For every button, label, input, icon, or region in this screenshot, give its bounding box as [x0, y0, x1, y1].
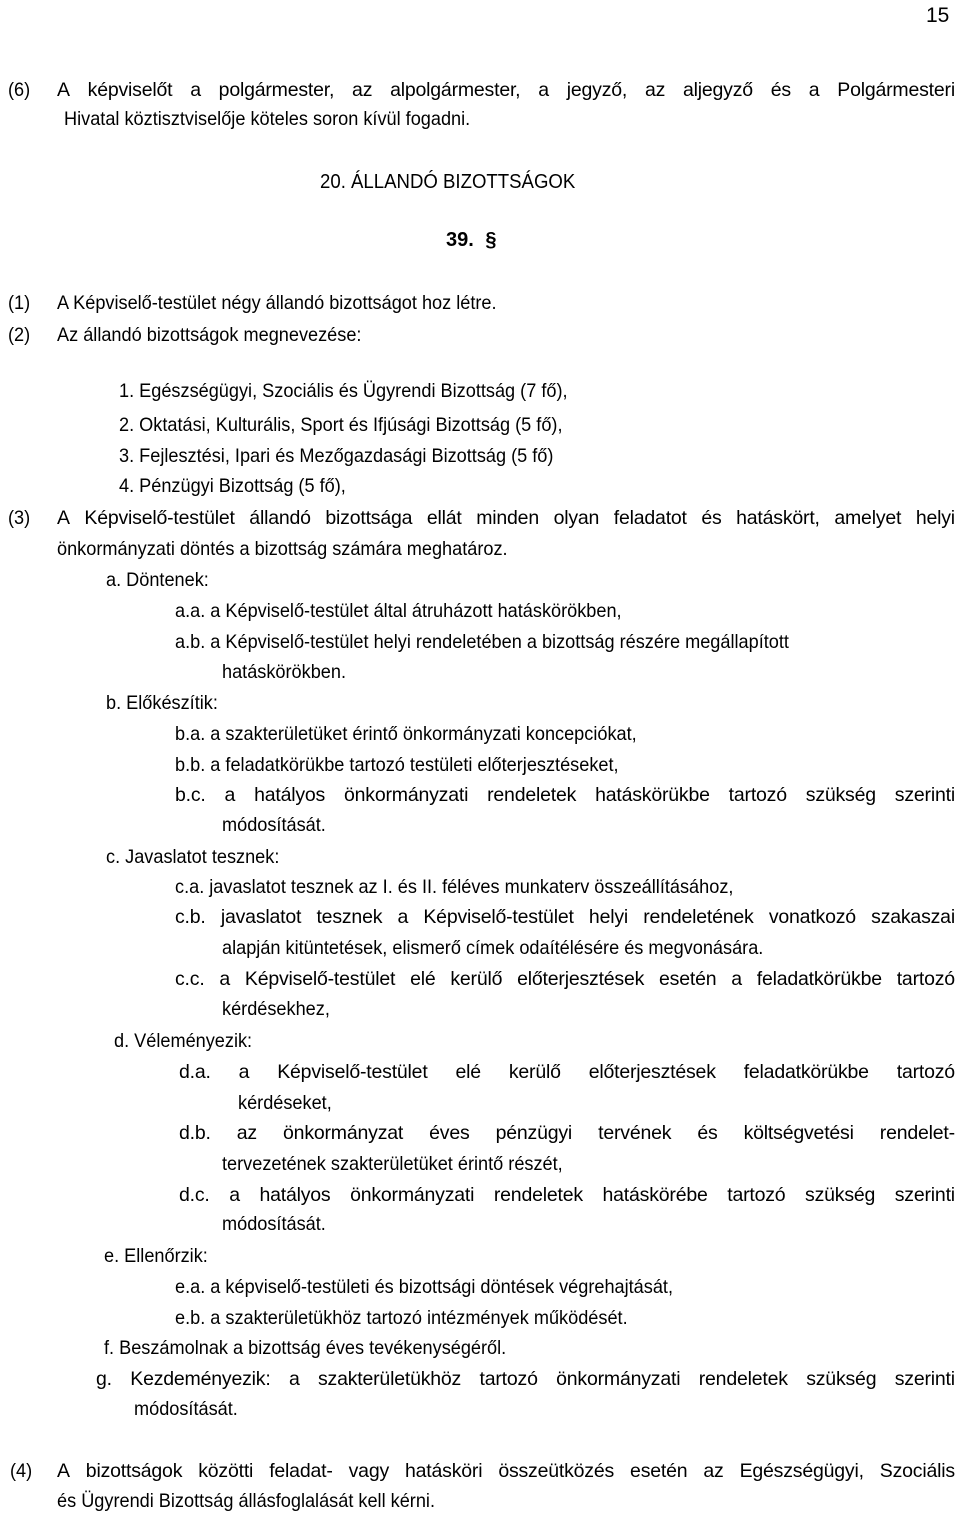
word: a	[224, 784, 236, 806]
word: bizottsága	[325, 507, 413, 529]
item-bc-line2: módosítását.	[222, 814, 326, 836]
word: ellát	[426, 507, 462, 529]
section-heading	[446, 229, 497, 252]
committee-item: 1. Egészségügyi, Szociális és Ügyrendi Bizottság (7 fő),	[119, 380, 568, 402]
chapter-title: 20. ÁLLANDÓ BIZOTTSÁGOK	[320, 171, 576, 193]
item-ca: c.a. javaslatot tesznek az I. és II. féléves munkaterv összeállításához,	[175, 876, 734, 898]
word: hatályos	[259, 1184, 331, 1206]
word: rendeletek	[493, 1184, 583, 1206]
word: tartozó	[479, 1368, 538, 1390]
para1-text: A Képviselő-testület négy állandó bizottságot hoz létre.	[57, 292, 497, 314]
word: kerülő	[508, 1061, 561, 1083]
page-number: 15	[926, 4, 950, 27]
item-a-heading: a. Döntenek:	[106, 569, 209, 591]
word: helyi	[588, 906, 629, 928]
word: az	[703, 1460, 724, 1482]
word: rendeletének	[643, 906, 754, 928]
word: c.c.	[175, 968, 205, 990]
word: feladatkörükbe	[756, 968, 882, 990]
word: alpolgármester,	[390, 79, 521, 101]
word: és	[770, 79, 791, 101]
para1-number: (1)	[8, 292, 31, 314]
committee-item: 4. Pénzügyi Bizottság (5 fő),	[119, 475, 346, 497]
item-ab-line1: a.b. a Képviselő-testület helyi rendeletében a bizottság részére megállapított	[175, 631, 789, 653]
word: tartozó	[896, 1061, 955, 1083]
item-da-line2: kérdéseket,	[238, 1092, 332, 1114]
para4-line2: és Ügyrendi Bizottság állásfoglalását kell kérni.	[57, 1490, 436, 1512]
word: kerülő	[450, 968, 503, 990]
section-sign: §	[485, 229, 497, 251]
word: olyan	[553, 507, 600, 529]
para4-line1	[57, 1460, 955, 1482]
item-db-line2: tervezetének szakterületüket érintő részét,	[222, 1153, 563, 1175]
word: esetén	[630, 1460, 688, 1482]
word: a	[397, 906, 409, 928]
word: g.	[96, 1368, 112, 1390]
word: feladatot	[613, 507, 687, 529]
word: hatáskörükbe	[595, 784, 710, 806]
word: tartozó	[896, 968, 955, 990]
word: c.b.	[175, 906, 206, 928]
para6-number: (6)	[8, 79, 31, 101]
item-aa: a.a. a Képviselő-testület által átruházott hatáskörökben,	[175, 600, 622, 622]
item-cc-line2: kérdésekhez,	[222, 998, 330, 1020]
section-number: 39.	[446, 229, 474, 251]
word: szakterületükhöz	[317, 1368, 462, 1390]
word: vonatkozó	[768, 906, 856, 928]
word: minden	[476, 507, 539, 529]
para2-text: Az állandó bizottságok megnevezése:	[57, 324, 362, 346]
word: amelyet	[834, 507, 902, 529]
word: az	[644, 79, 666, 101]
word: hatásköri	[405, 1460, 483, 1482]
word: Szociális	[879, 1460, 955, 1482]
word: tartozó	[728, 784, 787, 806]
word: esetén	[659, 968, 717, 990]
word: rendeletek	[487, 784, 577, 806]
word: elé	[410, 968, 436, 990]
word: a	[288, 1368, 300, 1390]
word: Képviselő-testület	[244, 968, 396, 990]
word: szükség	[805, 1184, 876, 1206]
word: jegyző,	[566, 79, 628, 101]
word: és	[701, 507, 722, 529]
item-bc-line1	[175, 784, 955, 806]
word: Polgármesteri	[837, 79, 955, 101]
word: A	[57, 79, 70, 101]
word: előterjesztések	[588, 1061, 716, 1083]
word: tartozó	[727, 1184, 786, 1206]
item-d-heading: d. Véleményezik:	[114, 1030, 253, 1052]
item-da-line1	[179, 1061, 955, 1083]
word: javaslatot	[220, 906, 302, 928]
word: helyi	[915, 507, 955, 529]
word: éves	[429, 1122, 470, 1144]
word: tesznek	[316, 906, 383, 928]
word: szerinti	[894, 1368, 955, 1390]
word: az	[236, 1122, 257, 1144]
para6-line1	[57, 79, 955, 101]
word: a	[731, 968, 742, 990]
item-dc-line2: módosítását.	[222, 1213, 326, 1235]
para3-line2: önkormányzati döntés a bizottság számára meghatároz.	[57, 538, 508, 560]
committee-item: 2. Oktatási, Kulturális, Sport és Ifjúsági Bizottság (5 fő),	[119, 414, 563, 436]
para2-number: (2)	[8, 324, 31, 346]
word: A	[57, 1460, 70, 1482]
word: a	[190, 79, 201, 101]
para3-number: (3)	[8, 507, 31, 529]
word: Képviselő-testület	[277, 1061, 428, 1083]
word: Kezdeményezik:	[130, 1368, 271, 1390]
word: tervének	[598, 1122, 672, 1144]
word: pénzügyi	[495, 1122, 573, 1144]
item-ab-line2: hatáskörökben.	[222, 661, 347, 683]
item-eb: e.b. a szakterületükhöz tartozó intézmények működését.	[175, 1307, 628, 1329]
word: önkormányzati	[556, 1368, 681, 1390]
word: d.a.	[179, 1061, 211, 1083]
item-g-line1	[96, 1368, 955, 1390]
word: d.c.	[179, 1184, 210, 1206]
word: szükség	[805, 784, 876, 806]
item-cb-line2: alapján kitüntetések, elismerő címek odaítélésére és megvonására.	[222, 937, 764, 959]
word: A	[57, 507, 70, 529]
word: rendeletek	[698, 1368, 788, 1390]
item-ba: b.a. a szakterületüket érintő önkormányzati koncepciókat,	[175, 723, 637, 745]
item-dc-line1	[179, 1184, 955, 1206]
word: a	[808, 79, 820, 101]
word: rendelet-	[879, 1122, 955, 1144]
word: polgármester,	[218, 79, 335, 101]
word: a	[229, 1184, 240, 1206]
word: önkormányzati	[350, 1184, 475, 1206]
item-db-line1	[179, 1122, 955, 1144]
word: önkormányzati	[344, 784, 469, 806]
word: d.b.	[179, 1122, 211, 1144]
item-ea: e.a. a képviselő-testületi és bizottsági döntések végrehajtását,	[175, 1276, 674, 1298]
word: aljegyző	[682, 79, 753, 101]
item-cc-line1	[175, 968, 955, 990]
word: hatáskörébe	[602, 1184, 708, 1206]
word: Képviselő-testület	[423, 906, 574, 928]
word: előterjesztések	[517, 968, 645, 990]
word: összeütközés	[498, 1460, 615, 1482]
item-e-heading: e. Ellenőrzik:	[104, 1245, 208, 1267]
word: és	[697, 1122, 718, 1144]
item-f: f. Beszámolnak a bizottság éves tevékenységéről.	[104, 1337, 507, 1359]
item-b-heading: b. Előkészítik:	[106, 692, 218, 714]
word: Egészségügyi,	[739, 1460, 864, 1482]
item-bb: b.b. a feladatkörükbe tartozó testületi előterjesztéseket,	[175, 754, 619, 776]
word: a	[238, 1061, 250, 1083]
word: vagy	[348, 1460, 390, 1482]
word: feladatkörükbe	[743, 1061, 869, 1083]
word: a	[538, 79, 549, 101]
word: állandó	[249, 507, 311, 529]
word: elé	[455, 1061, 481, 1083]
word: költségvetési	[743, 1122, 854, 1144]
word: közötti	[198, 1460, 254, 1482]
word: képviselőt	[87, 79, 173, 101]
para4-number: (4)	[10, 1460, 33, 1482]
word: bizottságok	[85, 1460, 183, 1482]
word: feladat-	[269, 1460, 333, 1482]
word: szerinti	[894, 784, 955, 806]
word: szerinti	[894, 1184, 955, 1206]
word: a	[219, 968, 231, 990]
word: hatáskört,	[736, 507, 820, 529]
item-cb-line1	[175, 906, 955, 928]
word: szükség	[806, 1368, 877, 1390]
word: hatályos	[254, 784, 326, 806]
word: szakaszai	[871, 906, 955, 928]
word: b.c.	[175, 784, 206, 806]
word: az	[352, 79, 373, 101]
para6-line2: Hivatal köztisztviselője köteles soron kívül fogadni.	[64, 108, 471, 130]
word: önkormányzat	[283, 1122, 404, 1144]
word: Képviselő-testület	[84, 507, 235, 529]
committee-item: 3. Fejlesztési, Ipari és Mezőgazdasági Bizottság (5 fő)	[119, 445, 554, 467]
para3-line1	[57, 507, 955, 529]
item-g-line2: módosítását.	[134, 1398, 238, 1420]
item-c-heading: c. Javaslatot tesznek:	[106, 846, 280, 868]
